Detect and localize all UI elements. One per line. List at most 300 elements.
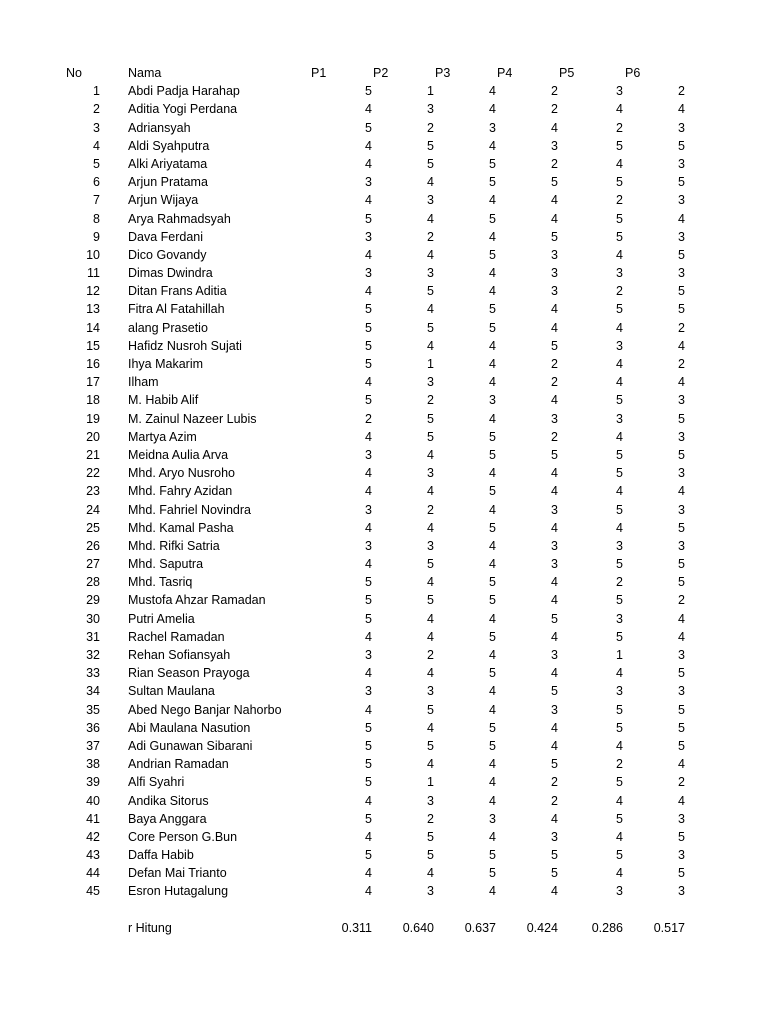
- score-p6: 4: [678, 484, 685, 499]
- score-p4: 4: [551, 320, 558, 335]
- student-name: Rachel Ramadan: [128, 629, 225, 644]
- score-p5: 3: [616, 684, 623, 699]
- row-number: 20: [86, 429, 100, 444]
- score-p3: 5: [489, 247, 496, 262]
- summary-value-p5: 0.286: [591, 920, 623, 935]
- score-p5: 2: [616, 120, 623, 135]
- score-p2: 4: [427, 302, 434, 317]
- score-p6: 5: [678, 302, 685, 317]
- score-p3: 5: [489, 848, 496, 863]
- score-p2: 5: [427, 702, 434, 717]
- score-p4: 3: [551, 538, 558, 553]
- row-number: 17: [86, 375, 100, 390]
- score-p2: 3: [427, 884, 434, 899]
- score-p5: 4: [616, 738, 623, 753]
- score-p2: 1: [427, 84, 434, 99]
- score-p2: 3: [427, 102, 434, 117]
- score-p5: 5: [616, 447, 623, 462]
- row-number: 42: [86, 829, 100, 844]
- score-p2: 1: [427, 775, 434, 790]
- score-p4: 3: [551, 411, 558, 426]
- score-p4: 4: [551, 884, 558, 899]
- score-p3: 4: [489, 793, 496, 808]
- table-row: [0, 319, 768, 337]
- score-p1: 4: [365, 666, 372, 681]
- score-p5: 5: [616, 502, 623, 517]
- score-p6: 3: [678, 229, 685, 244]
- score-p3: 4: [489, 375, 496, 390]
- score-p2: 5: [427, 738, 434, 753]
- row-number: 23: [86, 484, 100, 499]
- header-p1: P1: [311, 66, 327, 80]
- score-p3: 5: [489, 175, 496, 190]
- score-p4: 2: [551, 357, 558, 371]
- score-p1: 5: [365, 393, 372, 408]
- score-p2: 3: [427, 266, 434, 281]
- score-p4: 4: [551, 120, 558, 135]
- score-p1: 3: [365, 447, 372, 462]
- score-p3: 4: [489, 411, 496, 426]
- score-p2: 3: [427, 193, 434, 208]
- score-p1: 5: [365, 211, 372, 226]
- score-p1: 4: [365, 520, 372, 535]
- table-row: [0, 355, 768, 373]
- score-p5: 5: [616, 175, 623, 190]
- score-p6: 4: [678, 375, 685, 390]
- student-name: M. Habib Alif: [128, 393, 199, 408]
- table-row: [0, 773, 768, 791]
- row-number: 43: [86, 848, 100, 863]
- table-row: [0, 610, 768, 628]
- table-row: [0, 119, 768, 137]
- student-name: Andrian Ramadan: [128, 757, 229, 772]
- score-p6: 5: [678, 447, 685, 462]
- score-p3: 4: [489, 702, 496, 717]
- student-name: Ihya Makarim: [128, 357, 204, 371]
- summary-value-p1: 0.311: [341, 920, 372, 935]
- score-p4: 5: [551, 757, 558, 772]
- student-name: Putri Amelia: [128, 611, 195, 626]
- score-p2: 4: [427, 247, 434, 262]
- score-p3: 4: [489, 502, 496, 517]
- score-p6: 3: [678, 684, 685, 699]
- score-p2: 5: [427, 429, 434, 444]
- table-row: [0, 464, 768, 482]
- score-p5: 3: [616, 411, 623, 426]
- row-number: 7: [93, 193, 100, 208]
- score-p3: 4: [489, 357, 496, 371]
- student-name: Abdi Padja Harahap: [128, 84, 240, 99]
- score-p2: 3: [427, 466, 434, 481]
- score-p3: 5: [489, 156, 496, 171]
- score-p1: 5: [365, 775, 372, 790]
- student-name: Rian Season Prayoga: [128, 666, 250, 681]
- score-p5: 5: [616, 848, 623, 863]
- row-number: 3: [93, 120, 100, 135]
- score-p3: 4: [489, 684, 496, 699]
- score-p3: 5: [489, 484, 496, 499]
- score-p2: 5: [427, 829, 434, 844]
- table-row: [0, 646, 768, 664]
- score-p6: 3: [678, 811, 685, 826]
- score-p6: 4: [678, 611, 685, 626]
- score-p4: 2: [551, 429, 558, 444]
- header-no: No: [66, 66, 82, 80]
- score-p1: 4: [365, 829, 372, 844]
- header-p2: P2: [373, 66, 389, 80]
- student-name: Arya Rahmadsyah: [128, 211, 231, 226]
- row-number: 14: [86, 320, 100, 335]
- table-row: [0, 173, 768, 191]
- score-p6: 5: [678, 829, 685, 844]
- score-p6: 5: [678, 247, 685, 262]
- score-p3: 5: [489, 447, 496, 462]
- score-p5: 5: [616, 302, 623, 317]
- score-p2: 4: [427, 175, 434, 190]
- score-p6: 4: [678, 757, 685, 772]
- table-row: [0, 501, 768, 519]
- score-p6: 5: [678, 666, 685, 681]
- score-p6: 4: [678, 629, 685, 644]
- score-p5: 5: [616, 466, 623, 481]
- row-number: 26: [86, 538, 100, 553]
- score-p2: 4: [427, 338, 434, 353]
- score-p4: 3: [551, 829, 558, 844]
- score-p1: 5: [365, 593, 372, 608]
- header-p4: P4: [497, 66, 513, 80]
- student-name: Meidna Aulia Arva: [128, 447, 229, 462]
- score-p6: 5: [678, 557, 685, 572]
- score-p3: 4: [489, 193, 496, 208]
- score-p4: 3: [551, 266, 558, 281]
- student-name: Mhd. Aryo Nusroho: [128, 466, 235, 481]
- score-p4: 4: [551, 666, 558, 681]
- score-p6: 3: [678, 156, 685, 171]
- row-number: 11: [87, 266, 100, 281]
- score-p1: 3: [365, 684, 372, 699]
- table-row: [0, 537, 768, 555]
- score-p1: 5: [365, 357, 372, 371]
- table-row: [0, 792, 768, 810]
- score-p4: 4: [551, 575, 558, 590]
- table-row: [0, 137, 768, 155]
- score-p6: 5: [678, 284, 685, 299]
- table-row: [0, 246, 768, 264]
- score-p4: 4: [551, 811, 558, 826]
- score-p3: 4: [489, 557, 496, 572]
- score-p5: 3: [616, 538, 623, 553]
- score-p6: 5: [678, 702, 685, 717]
- row-number: 32: [86, 648, 100, 662]
- data-rows: [0, 82, 768, 900]
- score-p1: 3: [365, 538, 372, 553]
- score-p1: 2: [365, 411, 372, 426]
- score-p6: 5: [678, 720, 685, 735]
- score-p1: 4: [365, 247, 372, 262]
- score-p5: 5: [616, 393, 623, 408]
- table-row: [0, 482, 768, 500]
- score-p1: 5: [365, 320, 372, 335]
- score-p4: 2: [551, 375, 558, 390]
- score-p2: 2: [427, 229, 434, 244]
- score-p5: 3: [616, 884, 623, 899]
- student-name: Hafidz Nusroh Sujati: [128, 338, 242, 353]
- score-p1: 3: [365, 502, 372, 517]
- score-p6: 3: [678, 193, 685, 208]
- score-p2: 1: [427, 357, 434, 371]
- score-p3: 5: [489, 320, 496, 335]
- student-name: Baya Anggara: [128, 811, 207, 826]
- score-p1: 5: [365, 720, 372, 735]
- score-p2: 5: [427, 593, 434, 608]
- score-p3: 4: [489, 884, 496, 899]
- score-p2: 5: [427, 138, 434, 153]
- score-p3: 4: [489, 775, 496, 790]
- score-p6: 3: [678, 648, 685, 662]
- row-number: 4: [93, 138, 100, 153]
- student-name: Ilham: [128, 375, 159, 390]
- score-p2: 5: [427, 848, 434, 863]
- score-p6: 2: [678, 775, 685, 790]
- row-number: 6: [93, 175, 100, 190]
- score-p5: 3: [616, 338, 623, 353]
- student-name: Mhd. Saputra: [128, 557, 204, 572]
- score-p3: 5: [489, 520, 496, 535]
- student-name: Adriansyah: [128, 120, 191, 135]
- score-p5: 4: [616, 666, 623, 681]
- row-number: 40: [86, 793, 100, 808]
- score-p3: 4: [489, 648, 496, 662]
- score-p3: 3: [489, 120, 496, 135]
- row-number: 31: [86, 629, 100, 644]
- score-p4: 5: [551, 175, 558, 190]
- score-p2: 4: [427, 866, 434, 881]
- score-p5: 3: [616, 266, 623, 281]
- student-name: Alfi Syahri: [128, 775, 185, 790]
- student-name: Mhd. Fahry Azidan: [128, 484, 233, 499]
- row-number: 34: [86, 684, 100, 699]
- table-row: [0, 810, 768, 828]
- student-name: alang Prasetio: [128, 320, 208, 335]
- table-row: [0, 410, 768, 428]
- score-p3: 5: [489, 211, 496, 226]
- row-number: 38: [86, 757, 100, 772]
- score-p6: 2: [678, 357, 685, 371]
- score-p5: 4: [616, 320, 623, 335]
- row-number: 2: [93, 102, 100, 117]
- score-p3: 4: [489, 538, 496, 553]
- table-row: [0, 373, 768, 391]
- student-name: Aldi Syahputra: [128, 138, 210, 153]
- student-name: Arjun Wijaya: [128, 193, 199, 208]
- row-number: 22: [86, 466, 100, 481]
- score-p5: 5: [616, 811, 623, 826]
- score-p3: 5: [489, 429, 496, 444]
- score-p6: 3: [678, 429, 685, 444]
- summary-value-p6: 0.517: [653, 920, 685, 935]
- score-p1: 3: [365, 175, 372, 190]
- score-p5: 5: [616, 557, 623, 572]
- score-p4: 3: [551, 247, 558, 262]
- score-p1: 5: [365, 575, 372, 590]
- table-row: [0, 882, 768, 900]
- score-p1: 4: [365, 629, 372, 644]
- score-p2: 4: [427, 666, 434, 681]
- score-p3: 5: [489, 720, 496, 735]
- score-p6: 5: [678, 575, 685, 590]
- score-p1: 3: [365, 266, 372, 281]
- row-number: 37: [86, 738, 100, 753]
- score-p2: 4: [427, 211, 434, 226]
- student-name: Daffa Habib: [128, 848, 194, 863]
- score-p1: 4: [365, 557, 372, 572]
- score-p3: 4: [489, 284, 496, 299]
- score-p2: 3: [427, 793, 434, 808]
- score-p1: 4: [365, 138, 372, 153]
- student-name: Esron Hutagalung: [128, 884, 229, 899]
- table-row: [0, 446, 768, 464]
- score-p5: 5: [616, 629, 623, 644]
- row-number: 39: [86, 775, 100, 790]
- score-p6: 2: [678, 320, 685, 335]
- student-name: Fitra Al Fatahillah: [128, 302, 225, 317]
- score-p2: 5: [427, 156, 434, 171]
- score-p4: 2: [551, 156, 558, 171]
- score-p4: 5: [551, 229, 558, 244]
- score-p3: 4: [489, 266, 496, 281]
- score-p6: 5: [678, 866, 685, 881]
- table-row: [0, 228, 768, 246]
- score-p2: 2: [427, 120, 434, 135]
- score-p5: 2: [616, 193, 623, 208]
- score-p4: 4: [551, 738, 558, 753]
- score-p5: 4: [616, 829, 623, 844]
- table-row: [0, 682, 768, 700]
- score-p4: 4: [551, 211, 558, 226]
- score-p3: 3: [489, 811, 496, 826]
- score-p2: 3: [427, 684, 434, 699]
- score-p1: 5: [365, 338, 372, 353]
- row-number: 33: [86, 666, 100, 681]
- score-p6: 3: [678, 884, 685, 899]
- score-p3: 5: [489, 866, 496, 881]
- student-name: Mhd. Kamal Pasha: [128, 520, 234, 535]
- score-p1: 4: [365, 466, 372, 481]
- score-p1: 4: [365, 284, 372, 299]
- row-number: 28: [86, 575, 100, 590]
- table-row: [0, 555, 768, 573]
- row-number: 18: [86, 393, 100, 408]
- score-p6: 4: [678, 338, 685, 353]
- score-p5: 5: [616, 229, 623, 244]
- table-row: [0, 282, 768, 300]
- table-row: [0, 264, 768, 282]
- score-p6: 3: [678, 393, 685, 408]
- row-number: 41: [86, 811, 100, 826]
- row-number: 35: [86, 702, 100, 717]
- table-row: [0, 191, 768, 209]
- score-p2: 4: [427, 720, 434, 735]
- score-p3: 4: [489, 829, 496, 844]
- row-number: 12: [86, 284, 100, 299]
- score-p6: 5: [678, 175, 685, 190]
- table-row: [0, 664, 768, 682]
- score-p2: 2: [427, 648, 434, 662]
- score-p1: 4: [365, 884, 372, 899]
- score-p1: 4: [365, 866, 372, 881]
- score-p1: 5: [365, 611, 372, 626]
- score-p1: 4: [365, 429, 372, 444]
- score-p6: 3: [678, 120, 685, 135]
- score-p6: 5: [678, 520, 685, 535]
- student-name: Rehan Sofiansyah: [128, 648, 231, 662]
- row-number: 21: [86, 447, 100, 462]
- score-p4: 4: [551, 466, 558, 481]
- score-p4: 3: [551, 702, 558, 717]
- score-p2: 5: [427, 320, 434, 335]
- student-name: Abi Maulana Nasution: [128, 720, 251, 735]
- score-p5: 4: [616, 429, 623, 444]
- score-p5: 5: [616, 211, 623, 226]
- student-name: Mustofa Ahzar Ramadan: [128, 593, 266, 608]
- score-p6: 3: [678, 502, 685, 517]
- score-p6: 2: [678, 593, 685, 608]
- student-name: Dimas Dwindra: [128, 266, 213, 281]
- score-p4: 4: [551, 484, 558, 499]
- score-p5: 4: [616, 793, 623, 808]
- score-p4: 5: [551, 447, 558, 462]
- row-number: 15: [86, 338, 100, 353]
- row-number: 9: [93, 229, 100, 244]
- score-p5: 3: [616, 84, 623, 99]
- table-row: [0, 846, 768, 864]
- score-p6: 3: [678, 466, 685, 481]
- score-p5: 5: [616, 138, 623, 153]
- student-name: Alki Ariyatama: [128, 156, 208, 171]
- student-name: Sultan Maulana: [128, 684, 215, 699]
- score-p1: 5: [365, 811, 372, 826]
- table-row: [0, 210, 768, 228]
- score-p5: 4: [616, 247, 623, 262]
- student-name: Andika Sitorus: [128, 793, 209, 808]
- score-p1: 3: [365, 229, 372, 244]
- score-p1: 5: [365, 84, 372, 99]
- score-p2: 2: [427, 811, 434, 826]
- row-number: 24: [86, 502, 100, 517]
- student-name: Dava Ferdani: [128, 229, 204, 244]
- score-p3: 4: [489, 84, 496, 99]
- score-p2: 5: [427, 411, 434, 426]
- score-p4: 4: [551, 520, 558, 535]
- table-row: [0, 155, 768, 173]
- score-p4: 4: [551, 302, 558, 317]
- table-row: [0, 864, 768, 882]
- header-p3: P3: [435, 66, 451, 80]
- table-row: [0, 391, 768, 409]
- score-p4: 3: [551, 138, 558, 153]
- student-name: M. Zainul Nazeer Lubis: [128, 411, 257, 426]
- score-p3: 5: [489, 738, 496, 753]
- score-p3: 4: [489, 338, 496, 353]
- score-p1: 4: [365, 102, 372, 117]
- score-p2: 5: [427, 284, 434, 299]
- score-p1: 5: [365, 738, 372, 753]
- score-p2: 4: [427, 629, 434, 644]
- row-number: 44: [86, 866, 100, 881]
- row-number: 13: [86, 302, 100, 317]
- summary-value-p4: 0.424: [526, 920, 558, 935]
- row-number: 27: [86, 557, 100, 572]
